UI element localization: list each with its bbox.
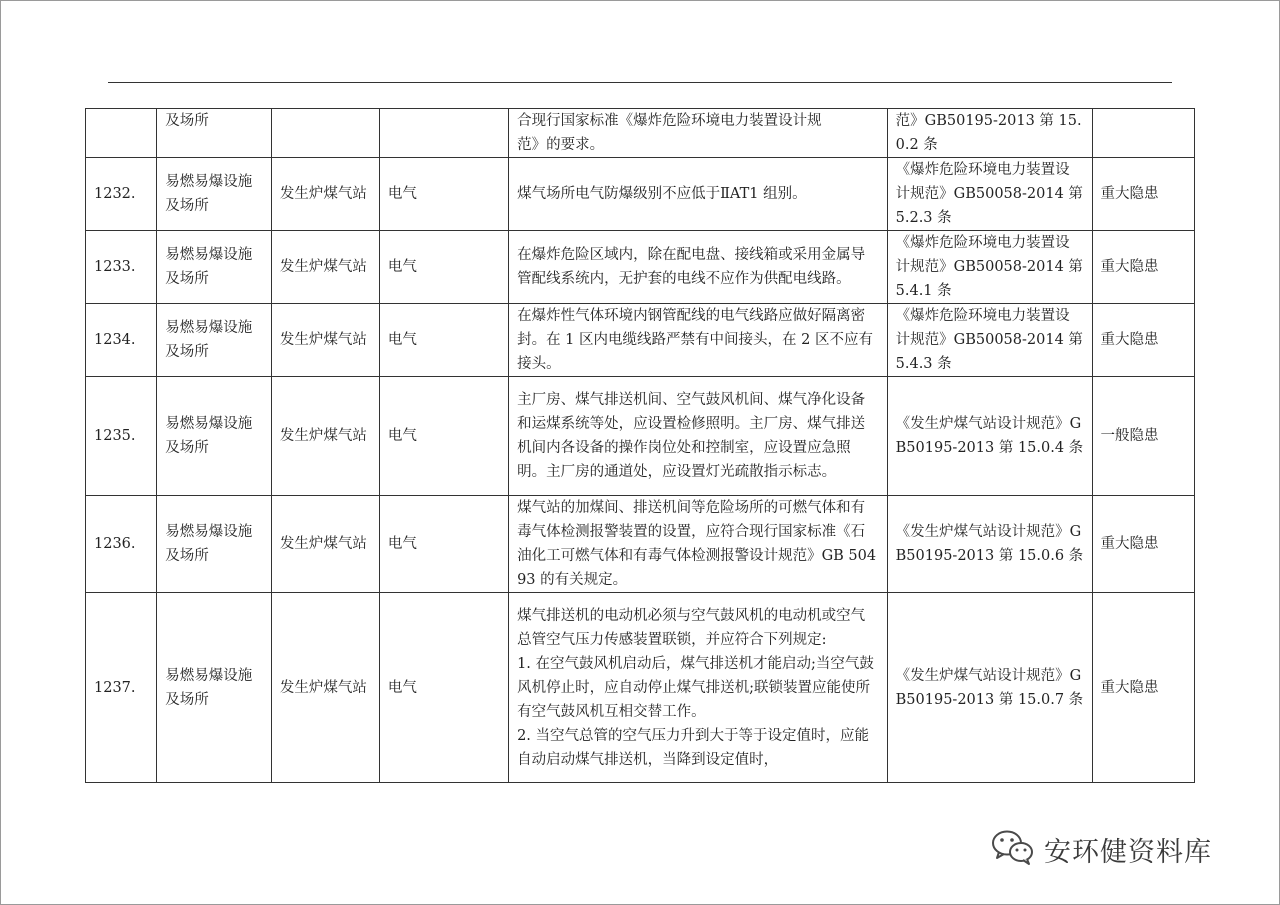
hazard-table <box>85 108 1195 783</box>
row-basis: 范》GB50195-2013 第 15.0.2 条 <box>887 109 1092 158</box>
row-category: 及场所 <box>157 109 272 158</box>
requirement-line: 合现行国家标准《爆炸危险环境电力装置设计规 <box>517 113 822 129</box>
row-number: 1234. <box>86 304 157 377</box>
row-number <box>86 109 157 158</box>
row-type: 电气 <box>379 158 508 231</box>
row-site: 发生炉煤气站 <box>271 593 379 783</box>
requirement-line: 2. 当空气总管的空气压力升到大于等于设定值时，应能自动启动煤气排送机，当降到设定值时， <box>517 727 870 768</box>
row-site: 发生炉煤气站 <box>271 304 379 377</box>
row-requirement <box>509 496 888 593</box>
row-site: 发生炉煤气站 <box>271 377 379 496</box>
row-number: 1235. <box>86 377 157 496</box>
row-category: 易燃易爆设施及场所 <box>157 593 272 783</box>
requirement-line: 范》的要求。 <box>517 137 605 153</box>
row-site: 发生炉煤气站 <box>271 231 379 304</box>
row-site <box>271 109 379 158</box>
table-row <box>86 593 1195 783</box>
row-basis: 《爆炸危险环境电力装置设计规范》GB50058-2014 第 5.2.3 条 <box>887 158 1092 231</box>
row-level: 重大隐患 <box>1092 304 1194 377</box>
table-row <box>86 304 1195 377</box>
row-basis: 《爆炸危险环境电力装置设计规范》GB50058-2014 第 5.4.3 条 <box>887 304 1092 377</box>
row-requirement <box>509 377 888 496</box>
row-requirement <box>509 231 888 304</box>
row-level: 重大隐患 <box>1092 231 1194 304</box>
row-site: 发生炉煤气站 <box>271 496 379 593</box>
row-type: 电气 <box>379 377 508 496</box>
row-requirement <box>509 304 888 377</box>
requirement-line: 主厂房、煤气排送机间、空气鼓风机间、煤气净化设备和运煤系统等处，应设置检修照明。主厂房、煤气排送机间内各设备的操作岗位处和控制室，应设置应急照明。主厂房的通道处，应设置灯光疏散指示标志。 <box>517 392 866 480</box>
row-basis: 《发生炉煤气站设计规范》GB50195-2013 第 15.0.7 条 <box>887 593 1092 783</box>
row-basis: 《发生炉煤气站设计规范》GB50195-2013 第 15.0.4 条 <box>887 377 1092 496</box>
table-row <box>86 109 1195 158</box>
table-row <box>86 377 1195 496</box>
row-level: 重大隐患 <box>1092 593 1194 783</box>
row-requirement <box>509 109 888 158</box>
row-level: 一般隐患 <box>1092 377 1194 496</box>
requirement-line: 在爆炸危险区域内，除在配电盘、接线箱或采用金属导管配线系统内，无护套的电线不应作为供配电线路。 <box>517 247 866 287</box>
row-category: 易燃易爆设施及场所 <box>157 158 272 231</box>
row-category: 易燃易爆设施及场所 <box>157 377 272 496</box>
row-requirement <box>509 158 888 231</box>
row-number: 1236. <box>86 496 157 593</box>
requirement-line: 煤气排送机的电动机必须与空气鼓风机的电动机或空气总管空气压力传感装置联锁，并应符合下列规定: <box>517 607 866 648</box>
requirement-line: 1. 在空气鼓风机启动后，煤气排送机才能启动;当空气鼓风机停止时，应自动停止煤气排送机;联锁装置应能使所有空气鼓风机互相交替工作。 <box>517 655 874 720</box>
table-row <box>86 496 1195 593</box>
wechat-icon <box>990 827 1036 871</box>
row-type <box>379 109 508 158</box>
row-level <box>1092 109 1194 158</box>
header-rule <box>108 82 1172 83</box>
requirement-line: 煤气场所电气防爆级别不应低于ⅡAT1 组别。 <box>517 186 807 202</box>
watermark-text: 安环健资料库 <box>1044 836 1212 868</box>
requirement-line: 在爆炸性气体环境内钢管配线的电气线路应做好隔离密封。在 1 区内电缆线路严禁有中间接头，在 2 区不应有接头。 <box>517 308 873 372</box>
row-category: 易燃易爆设施及场所 <box>157 496 272 593</box>
row-level: 重大隐患 <box>1092 158 1194 231</box>
row-category: 易燃易爆设施及场所 <box>157 231 272 304</box>
table-row <box>86 158 1195 231</box>
table-row <box>86 231 1195 304</box>
row-type: 电气 <box>379 496 508 593</box>
row-level: 重大隐患 <box>1092 496 1194 593</box>
row-basis: 《爆炸危险环境电力装置设计规范》GB50058-2014 第 5.4.1 条 <box>887 231 1092 304</box>
row-site: 发生炉煤气站 <box>271 158 379 231</box>
row-number: 1232. <box>86 158 157 231</box>
row-category: 易燃易爆设施及场所 <box>157 304 272 377</box>
row-number: 1233. <box>86 231 157 304</box>
row-number: 1237. <box>86 593 157 783</box>
row-requirement <box>509 593 888 783</box>
requirement-line: 煤气站的加煤间、排送机间等危险场所的可燃气体和有毒气体检测报警装置的设置，应符合现行国家标准《石油化工可燃气体和有毒气体检测报警设计规范》GB 50493 的有关规定。 <box>517 500 877 588</box>
row-type: 电气 <box>379 231 508 304</box>
row-basis: 《发生炉煤气站设计规范》GB50195-2013 第 15.0.6 条 <box>887 496 1092 593</box>
row-type: 电气 <box>379 304 508 377</box>
row-type: 电气 <box>379 593 508 783</box>
watermark <box>990 826 1212 872</box>
